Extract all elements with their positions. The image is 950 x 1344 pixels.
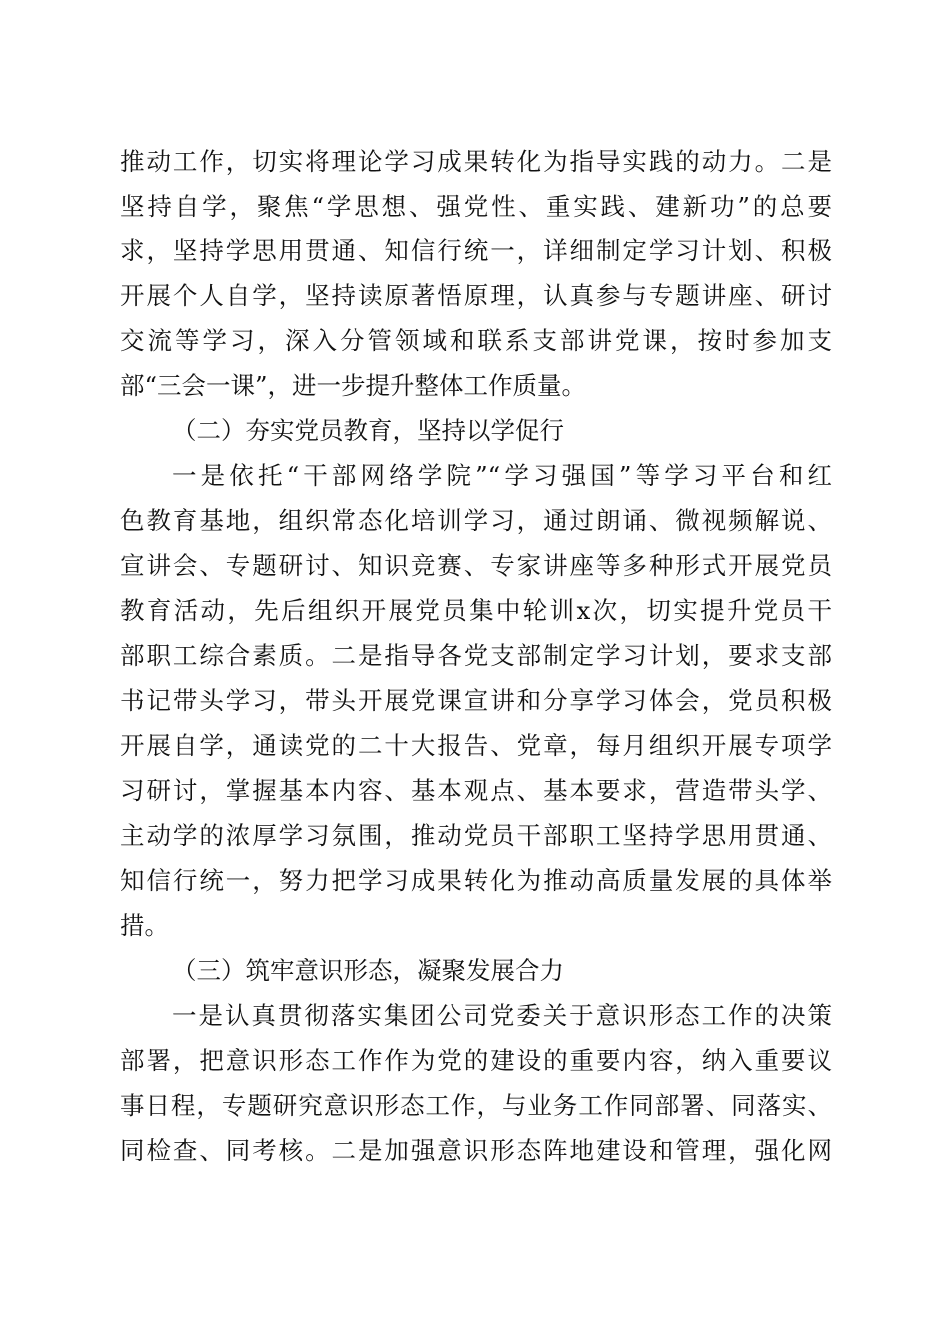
text-line: 开展个人自学，坚持读原著悟原理，认真参与专题讲座、研讨 [120,281,832,310]
text-line: 宣讲会、专题研讨、知识竞赛、专家讲座等多种形式开展党员 [120,551,832,580]
text-line: 推动工作，切实将理论学习成果转化为指导实践的动力。二是 [120,147,832,176]
text-line: 开展自学，通读党的二十大报告、党章，每月组织开展专项学 [120,731,832,760]
text-line: 部署，把意识形态工作作为党的建设的重要内容，纳入重要议 [120,1046,832,1075]
text-line: 求，坚持学思用贯通、知信行统一，详细制定学习计划、积极 [120,236,832,265]
text-line: 部“三会一课”，进一步提升整体工作质量。 [120,371,587,400]
section-heading: （二）夯实党员教育，坚持以学促行 [172,416,564,445]
text-line: 坚持自学，聚焦“学思想、强党性、重实践、建新功”的总要 [120,192,832,221]
text-line: 主动学的浓厚学习氛围，推动党员干部职工坚持学思用贯通、 [120,821,832,850]
text-line: 交流等学习，深入分管领域和联系支部讲党课，按时参加支 [120,326,832,355]
text-line: 书记带头学习，带头开展党课宣讲和分享学习体会，党员积极 [120,686,832,715]
text-line: 习研讨，掌握基本内容、基本观点、基本要求，营造带头学、 [120,776,832,805]
text-line: 一是认真贯彻落实集团公司党委关于意识形态工作的决策 [172,1001,832,1030]
text-line: 同检查、同考核。二是加强意识形态阵地建设和管理，强化网 [120,1136,832,1165]
text-line: 教育活动，先后组织开展党员集中轮训x次，切实提升党员干 [120,596,832,625]
text-line: 知信行统一，努力把学习成果转化为推动高质量发展的具体举 [120,866,832,895]
section-heading: （三）筑牢意识形态，凝聚发展合力 [172,956,564,985]
text-line: 事日程，专题研究意识形态工作，与业务工作同部署、同落实、 [120,1091,832,1120]
text-line: 色教育基地，组织常态化培训学习，通过朗诵、微视频解说、 [120,506,832,535]
text-line: 部职工综合素质。二是指导各党支部制定学习计划，要求支部 [120,641,832,670]
text-line: 一是依托“干部网络学院”“学习强国”等学习平台和红 [172,461,832,490]
text-line: 措。 [120,911,169,940]
